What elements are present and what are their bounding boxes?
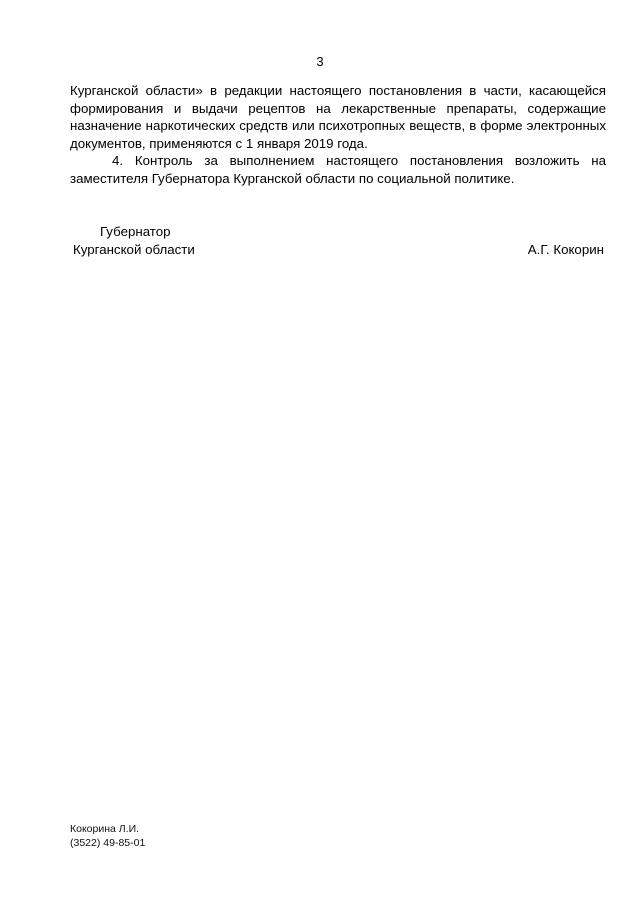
executor-phone: (3522) 49-85-01: [70, 837, 146, 849]
document-body: [70, 82, 606, 188]
signatory-region: Курганской области: [73, 242, 195, 257]
executor-footer: [70, 822, 145, 850]
signatory-name: А.Г. Кокорин: [527, 242, 604, 257]
page-number: 3: [316, 54, 324, 69]
paragraph-item-4: 4. Контроль за выполнением настоящего постановления возложить на заместителя Губернатора Курганской области по социальной политике.: [70, 153, 606, 186]
signatory-title: [73, 223, 273, 259]
paragraph-continuation: Курганской области» в редакции настоящего постановления в части, касающейся формирования и выдачи рецептов на лекарственные препараты, содержащие назначение наркотических средств или психотропных веществ, в форме электронных документов, применяются с 1 января 2019 года.: [70, 83, 606, 151]
executor-name: Кокорина Л.И.: [70, 823, 140, 835]
signatory-position: Губернатор: [100, 224, 171, 239]
